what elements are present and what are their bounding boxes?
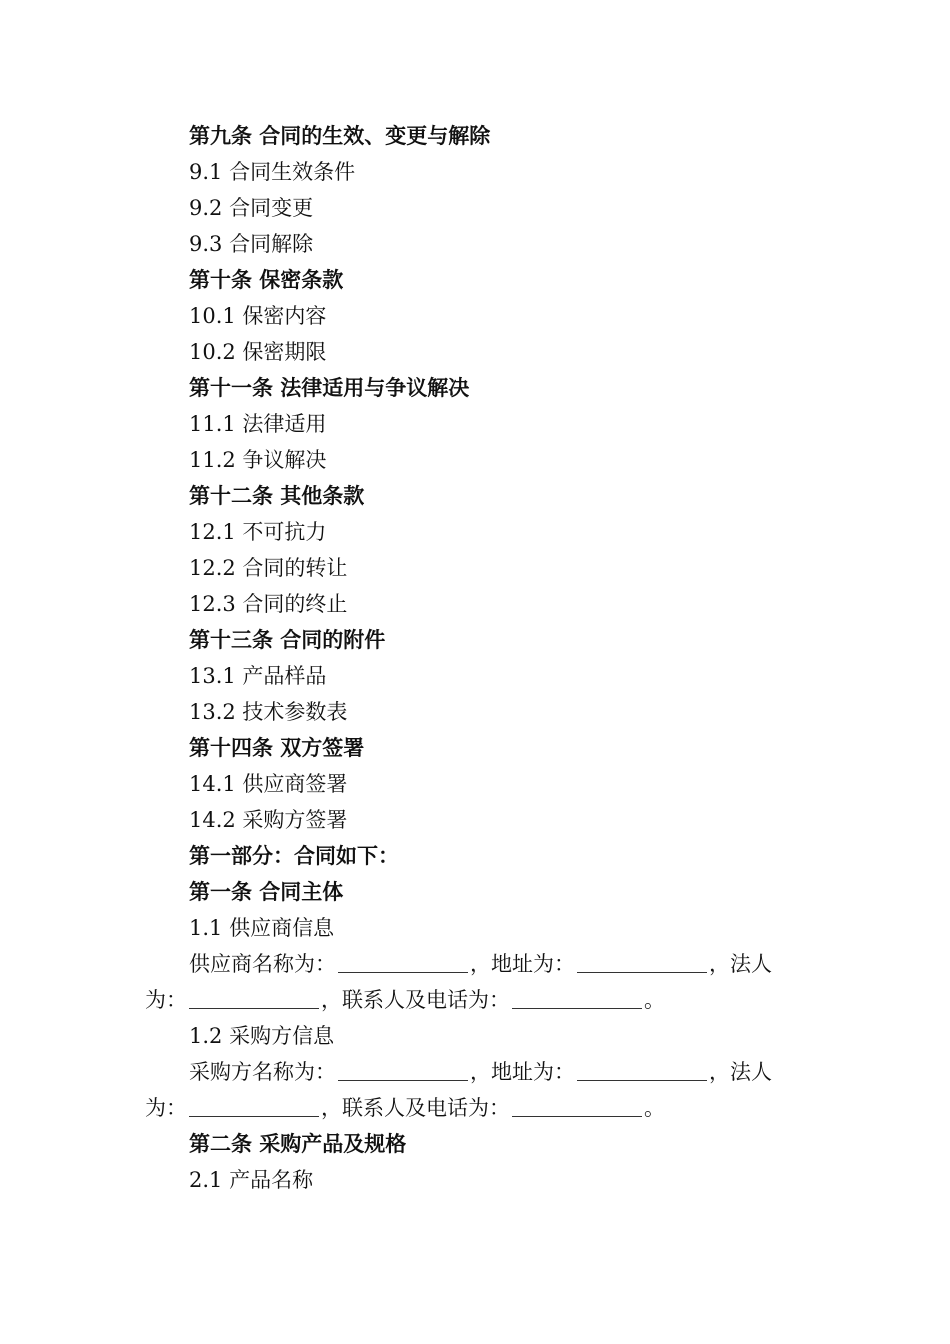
section-item: 14.1 供应商签署 — [189, 772, 348, 796]
section-heading: 第十一条 法律适用与争议解决 — [189, 376, 470, 400]
section-item: 10.2 保密期限 — [189, 340, 327, 364]
purchaser-end: 。 — [644, 1096, 665, 1120]
purchaser-legal-blank[interactable] — [189, 1094, 319, 1117]
section-heading: 第十三条 合同的附件 — [189, 628, 386, 652]
article-2-heading: 第二条 采购产品及规格 — [189, 1132, 407, 1156]
section-heading: 第九条 合同的生效、变更与解除 — [189, 124, 491, 148]
document-page — [0, 118, 950, 1198]
section-item: 1.1 供应商信息 — [189, 916, 335, 940]
contract-outline — [0, 118, 950, 946]
supplier-name-label: 供应商名称为： — [189, 952, 336, 976]
section-heading: 第十条 保密条款 — [189, 268, 344, 292]
supplier-legal-blank[interactable] — [189, 986, 319, 1009]
purchaser-info-line-1 — [0, 1054, 950, 1090]
section-heading: 第一部分：合同如下： — [189, 844, 399, 868]
supplier-address-blank[interactable] — [577, 950, 707, 973]
section-item: 10.1 保密内容 — [189, 304, 327, 328]
section-item: 11.1 法律适用 — [189, 412, 327, 436]
purchaser-address-blank[interactable] — [577, 1058, 707, 1081]
section-item: 13.1 产品样品 — [189, 664, 327, 688]
purchaser-info-title: 1.2 采购方信息 — [189, 1024, 335, 1048]
section-item: 11.2 争议解决 — [189, 448, 327, 472]
supplier-name-blank[interactable] — [338, 950, 468, 973]
supplier-end: 。 — [644, 988, 665, 1012]
section-heading: 第十四条 双方签署 — [189, 736, 365, 760]
supplier-legal-label-cont: 为： — [145, 988, 187, 1012]
purchaser-name-blank[interactable] — [338, 1058, 468, 1081]
purchaser-legal-label: ，法人 — [709, 1060, 772, 1084]
section-heading: 第一条 合同主体 — [189, 880, 344, 904]
section-item: 9.2 合同变更 — [189, 196, 314, 220]
supplier-legal-label: ，法人 — [709, 952, 772, 976]
purchaser-address-label: ，地址为： — [470, 1060, 575, 1084]
supplier-address-label: ，地址为： — [470, 952, 575, 976]
section-item: 13.2 技术参数表 — [189, 700, 348, 724]
section-item: 12.2 合同的转让 — [189, 556, 348, 580]
supplier-contact-blank[interactable] — [512, 986, 642, 1009]
purchaser-contact-label: ，联系人及电话为： — [321, 1096, 510, 1120]
purchaser-name-label: 采购方名称为： — [189, 1060, 336, 1084]
section-item: 12.1 不可抗力 — [189, 520, 327, 544]
section-item: 9.3 合同解除 — [189, 232, 314, 256]
supplier-info-line-1 — [0, 946, 950, 982]
section-heading: 第十二条 其他条款 — [189, 484, 365, 508]
supplier-contact-label: ，联系人及电话为： — [321, 988, 510, 1012]
section-item: 9.1 合同生效条件 — [189, 160, 356, 184]
supplier-info-line-2 — [0, 982, 950, 1018]
purchaser-contact-blank[interactable] — [512, 1094, 642, 1117]
section-item: 14.2 采购方签署 — [189, 808, 348, 832]
purchaser-info-line-2 — [0, 1090, 950, 1126]
section-item: 12.3 合同的终止 — [189, 592, 348, 616]
article-2-item-1: 2.1 产品名称 — [189, 1168, 314, 1192]
purchaser-legal-label-cont: 为： — [145, 1096, 187, 1120]
